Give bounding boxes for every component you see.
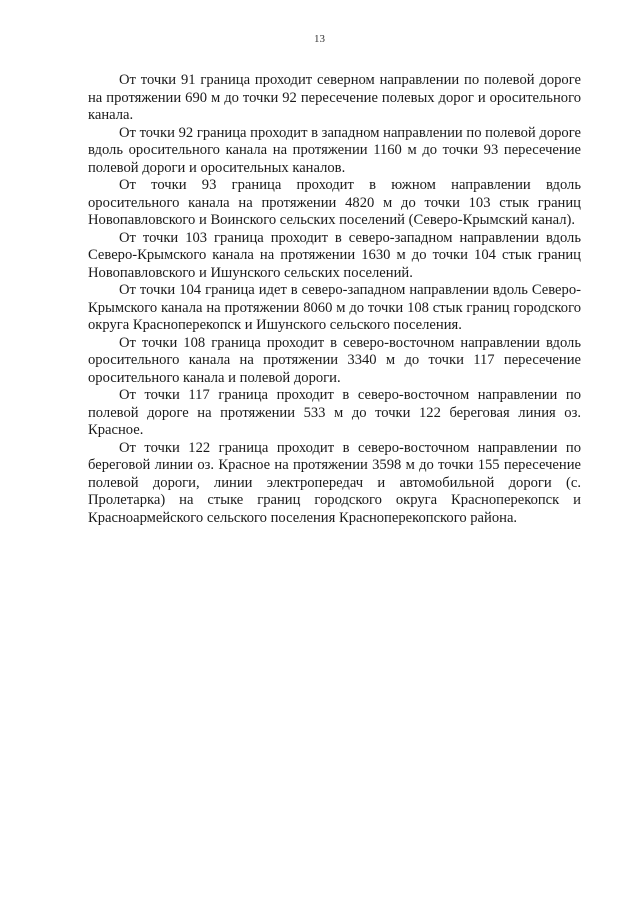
- paragraph-point-108: От точки 108 граница проходит в северо-восточном направлении вдоль оросительного канала на протяжении 3340 м до точки 117 пересечение оросительного канала и полевой дороги.: [88, 334, 581, 386]
- paragraph-point-91: От точки 91 граница проходит северном направлении по полевой дороге на протяжении 690 м до точки 92 пересечение полевых дорог и оросительного канала.: [88, 72, 581, 123]
- paragraph-point-122: От точки 122 граница проходит в северо-восточном направлении по береговой линии оз. Красное на протяжении 3598 м до точки 155 пересечение полевой дороги, линии электропередач и автомобильной дороги (с. Пролетарка) на стыке границ городского округа Красноперекопск и Красноармейского сельского поселения Красноперекопского района.: [88, 439, 581, 526]
- paragraph-point-103: От точки 103 граница проходит в северо-западном направлении вдоль Северо-Крымского канала на протяжении 1630 м до точки 104 стык границ Новопавловского и Ишунского сельских поселений.: [88, 229, 581, 281]
- paragraph-point-104: От точки 104 граница идет в северо-западном направлении вдоль Северо-Крымского канала на протяжении 8060 м до точки 108 стык границ городского округа Красноперекопск и Ишунского сельского поселения.: [88, 282, 581, 333]
- paragraph-point-117: От точки 117 граница проходит в северо-восточном направлении по полевой дороге на протяжении 533 м до точки 122 береговая линия оз. Красное.: [88, 387, 581, 438]
- page-number: 13: [314, 33, 325, 45]
- paragraph-point-93: От точки 93 граница проходит в южном направлении вдоль оросительного канала на протяжении 4820 м до точки 103 стык границ Новопавловского и Воинского сельских поселений (Северо-Крымский канал).: [88, 177, 581, 228]
- document-body: [88, 72, 581, 527]
- paragraph-point-92: От точки 92 граница проходит в западном направлении по полевой дороге вдоль оросительного канала на протяжении 1160 м до точки 93 пересечение полевой дороги и оросительных каналов.: [88, 124, 581, 176]
